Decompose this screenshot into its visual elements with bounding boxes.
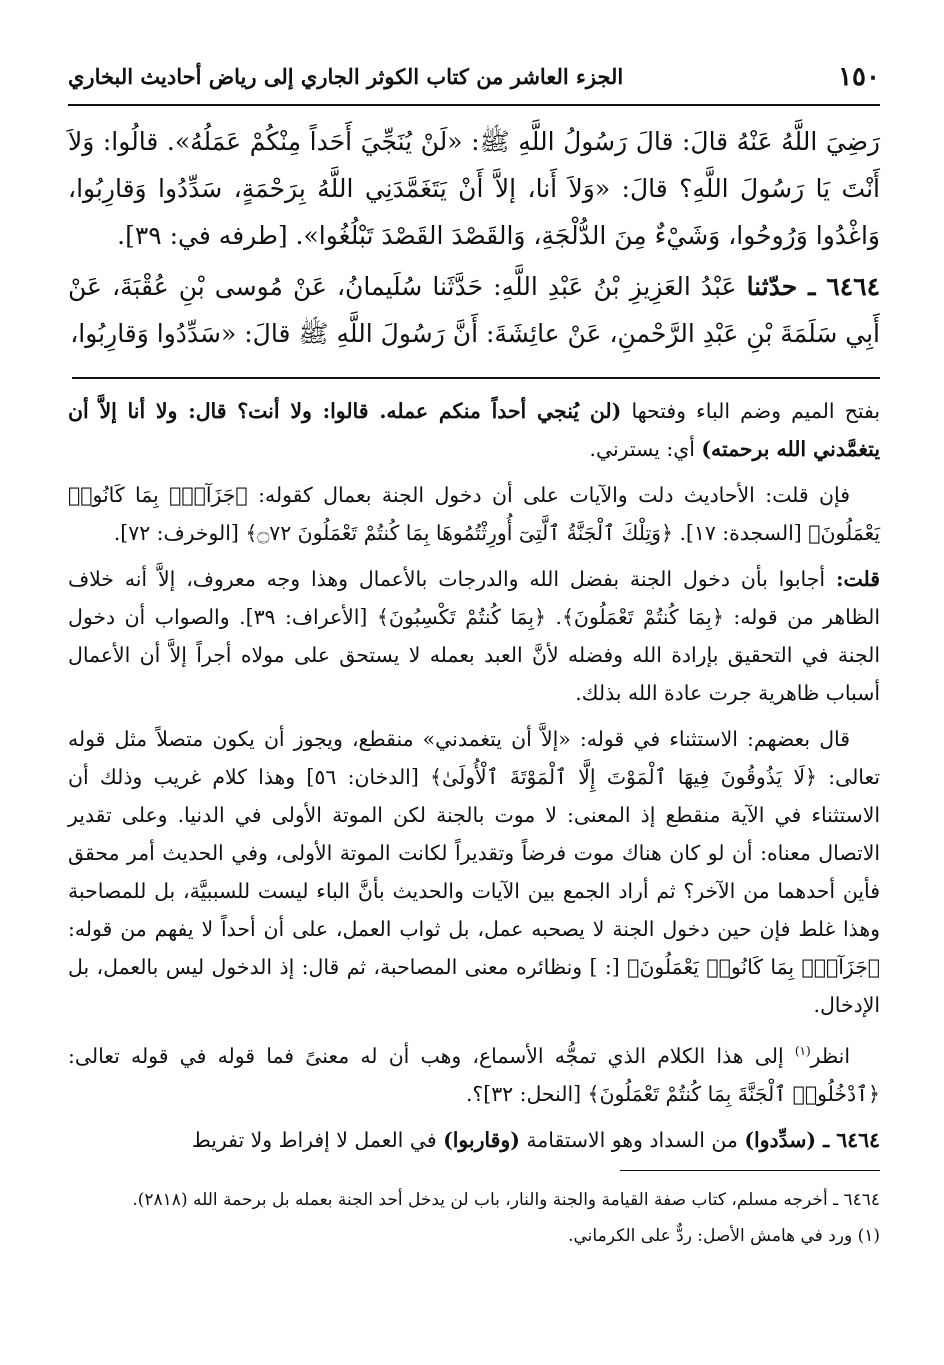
footnotes (68, 1185, 880, 1257)
hadith-paragraph: رَضِيَ اللَّهُ عَنْهُ قالَ: قالَ رَسُولُ اللَّهِ ﷺ: «لَنْ يُنَجِّيَ أَحَداً مِنْكُمْ عَمَلُهُ». قالُوا: وَلاَ أَنْتَ يَا رَسُولَ اللَّهِ؟ قالَ: «وَلاَ أَنا، إلاَّ أَنْ يَتَغَمَّدَنِي اللَّهُ بِرَحْمَةٍ، سَدِّدُوا وَقارِبُوا، وَاغْدُوا وَرُوحُوا، وَشَيْءٌ مِنَ الدُّلْجَةِ، وَالقَصْدَ القَصْدَ تَبْلُغُوا». [طرفه في: ٣٩]. (68, 127, 880, 250)
hadith-paragraph (68, 263, 880, 357)
section-divider (72, 377, 880, 379)
footnote: ٦٤٦٤ ـ أخرجه مسلم، كتاب صفة القيامة والجنة والنار، باب لن يدخل أحد الجنة بعمله بل برحمة الله (٢٨١٨). (132, 1190, 880, 1210)
commentary-paragraph (68, 392, 880, 468)
commentary-text: بفتح الميم وضم الباء وفتحها (631, 399, 880, 423)
hadith-isnad: عَبْدُ العَزِيزِ بْنُ عَبْدِ اللَّهِ: حَدَّثَنا سُلَيمانُ، عَنْ مُوسى بْنِ عُقْبَةَ، عَنْ أَبِي سَلَمَةَ بْنِ عَبْدِ الرَّحْمنِ، عَنْ عائِشَةَ: أَنَّ رَسُولَ اللَّهِ ﷺ قالَ: «سَدِّدُوا وَقارِبُوا، (68, 272, 880, 348)
quoted-hadith: (لن يُنجي أحداً منكم عمله. قالوا: ولا أنت؟ قال: ولا أنا إلاَّ أن يتغمَّدني الله برحمته) (68, 399, 880, 461)
commentary-text: أي: يسترني. (589, 437, 695, 461)
answer-label: قلت: (835, 567, 880, 591)
commentary-paragraph: فإن قلت: الأحاديث دلت والآيات على أن دخول الجنة بعمال كقوله: ﴿جَزَآءَۢ بِمَا كَانُوا۟ يَعْمَلُونَ﴾ [السجدة: ١٧]. ﴿وَتِلْكَ ٱلْجَنَّةُ ٱلَّتِىٓ أُورِثْتُمُوهَا بِمَا كُنتُمْ تَعْمَلُونَ ۝٧٢﴾ [الوخرف: ٧٢]. (68, 483, 880, 545)
commentary-text: انظر (810, 1043, 850, 1068)
commentary-text: من السداد وهو الاستقامة (526, 1127, 738, 1152)
footnote: (١) ورد في هامش الأصل: ردٌّ على الكرماني. (568, 1226, 880, 1246)
quoted-hadith: ٦٤٦٤ ـ (سدِّدوا) (744, 1127, 880, 1152)
hadith-number: ٦٤٦٤ ـ حدّثنا (746, 272, 880, 301)
commentary-paragraph: قال بعضهم: الاستثناء في قوله: «إلاَّ أن يتغمدني» منقطع، ويجوز أن يكون متصلاً مثل قوله تعالى: ﴿لَا يَذُوقُونَ فِيهَا ٱلْمَوْتَ إِلَّا ٱلْمَوْتَةَ ٱلْأُولَىٰ﴾ [الدخان: ٥٦] وهذا كلام غريب وذلك أن الاستثناء في الآية منقطع إذ المعنى: لا موت بالجنة لكن الموتة الأولى في الدنيا. وعلى تقدير الاتصال معناه: أن لو كان هناك موت فرضاً وتقديراً لكانت الموتة الأولى، وفي الحديث أمر محقق فأين أحدهما من الآخر؟ ثم أراد الجمع بين الآيات والحديث بأنَّ الباء ليست للسببيَّة، بل للمصاحبة وهذا غلط فإن حين دخول الجنة لا يصحبه عمل، بل ثواب العمل، على أن أحداً لا يفهم من قوله: ﴿جَزَآءَۢ بِمَا كَانُوا۟ يَعْمَلُونَ﴾ [: ] ونظائره معنى المصاحبة، ثم قال: إذ الدخول ليس بالعمل، بل الإدخال. (68, 727, 881, 1017)
page-header (68, 58, 880, 106)
hadith-text (68, 118, 880, 361)
commentary-text: إلى هذا الكلام الذي تمجُّه الأسماع، وهب أن له معنىً فما قوله في قوله تعالى: ﴿ٱدْخُلُوا۟ ٱلْجَنَّةَ بِمَا كُنتُمْ تَعْمَلُونَ﴾ [النحل: ٣٢]؟. (68, 1043, 880, 1106)
commentary (68, 392, 880, 1167)
commentary-text: في العمل لا إفراط ولا تفريط (191, 1127, 437, 1152)
commentary-paragraph (68, 1121, 880, 1159)
footnote-divider (620, 1170, 880, 1171)
quoted-hadith: (وقاربوا) (443, 1127, 520, 1152)
running-title: الجزء العاشر من كتاب الكوثر الجاري إلى رياض أحاديث البخاري (68, 64, 624, 89)
commentary-paragraph (68, 560, 880, 712)
commentary-paragraph (68, 1032, 880, 1113)
commentary-text: أجابوا بأن دخول الجنة بفضل الله والدرجات بالأعمال وهذا وجه معروف، إلاَّ أنه خلاف الظاهر من قوله: ﴿بِمَا كُنتُمْ تَعْمَلُونَ﴾. ﴿بِمَا كُنتُمْ تَكْسِبُونَ﴾ [الأعراف: ٣٩]. والصواب أن دخول الجنة في التحقيق بإرادة الله وفضله لأنَّ العبد بعمله لا يستحق على مولاه أجراً إلاَّ أن الأعمال أسباب ظاهرية جرت عادة الله بذلك. (68, 567, 880, 705)
page-number: ١٥٠ (838, 62, 880, 92)
footnote-marker: (١) (794, 1044, 811, 1058)
